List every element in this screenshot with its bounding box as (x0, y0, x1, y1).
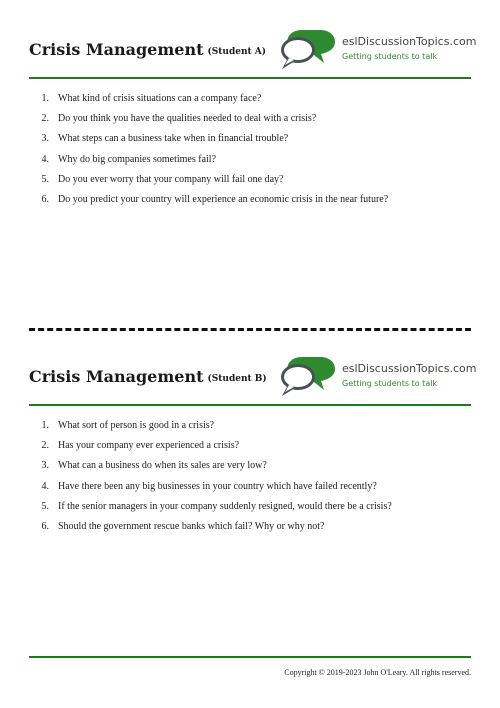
section-header (29, 0, 477, 79)
speech-bubbles-logo-icon (280, 27, 340, 73)
list-item (29, 112, 471, 132)
question-number: 2. (41, 440, 49, 452)
student-label: (Student B) (207, 374, 267, 384)
list-item (29, 520, 471, 540)
question-number: 5. (41, 500, 49, 512)
question-text: Why do big companies sometimes fail? (58, 153, 217, 165)
student-a-section (29, 0, 477, 205)
question-text: Have there been any big businesses in your country which have failed recently? (58, 480, 377, 492)
question-text: What steps can a business take when in financial trouble? (58, 133, 289, 145)
title-text: Crisis Management (29, 40, 204, 59)
copyright-text: Copyright © 2019-2023 John O'Leary. All rights reserved. (284, 668, 471, 677)
student-label: (Student A) (207, 47, 267, 57)
question-text: Should the government rescue banks which fail? Why or why not? (58, 520, 325, 532)
list-item (29, 419, 471, 439)
question-number: 2. (41, 113, 49, 125)
list-item (29, 459, 471, 479)
section-header (29, 327, 477, 406)
question-number: 6. (41, 193, 49, 205)
question-number: 3. (41, 133, 49, 145)
page-title (29, 367, 267, 386)
question-text: Do you predict your country will experience an economic crisis in the near future? (58, 193, 389, 205)
question-number: 4. (41, 153, 49, 165)
brand-name: eslDiscussionTopics.com (342, 362, 477, 375)
list-item (29, 92, 471, 112)
question-number: 1. (41, 420, 49, 431)
header-rule (29, 77, 471, 79)
footer-rule (29, 656, 471, 658)
question-text: Do you think you have the qualities needed to deal with a crisis? (58, 113, 317, 125)
question-number: 5. (41, 173, 49, 185)
brand-name: eslDiscussionTopics.com (342, 35, 477, 48)
question-number: 1. (41, 93, 49, 104)
question-number: 6. (41, 520, 49, 532)
list-item (29, 132, 471, 152)
question-text: If the senior managers in your company suddenly resigned, would there be a crisis? (58, 500, 392, 512)
question-number: 4. (41, 480, 49, 492)
list-item (29, 193, 471, 213)
header-rule (29, 404, 471, 406)
speech-bubbles-logo-icon (280, 354, 340, 400)
question-text: What kind of crisis situations can a company face? (58, 93, 262, 104)
list-item (29, 439, 471, 459)
title-text: Crisis Management (29, 367, 204, 386)
question-text: Do you ever worry that your company will fail one day? (58, 173, 284, 185)
question-list (29, 92, 471, 213)
list-item (29, 500, 471, 520)
list-item (29, 173, 471, 193)
question-number: 3. (41, 460, 49, 472)
student-b-section (29, 327, 477, 532)
question-text: What sort of person is good in a crisis? (58, 420, 215, 431)
brand-tagline: Getting students to talk (342, 379, 438, 388)
list-item (29, 153, 471, 173)
question-list (29, 419, 471, 540)
page-title (29, 40, 266, 59)
list-item (29, 480, 471, 500)
brand-tagline: Getting students to talk (342, 52, 438, 61)
question-text: Has your company ever experienced a crisis? (58, 440, 240, 452)
question-text: What can a business do when its sales are very low? (58, 460, 267, 472)
